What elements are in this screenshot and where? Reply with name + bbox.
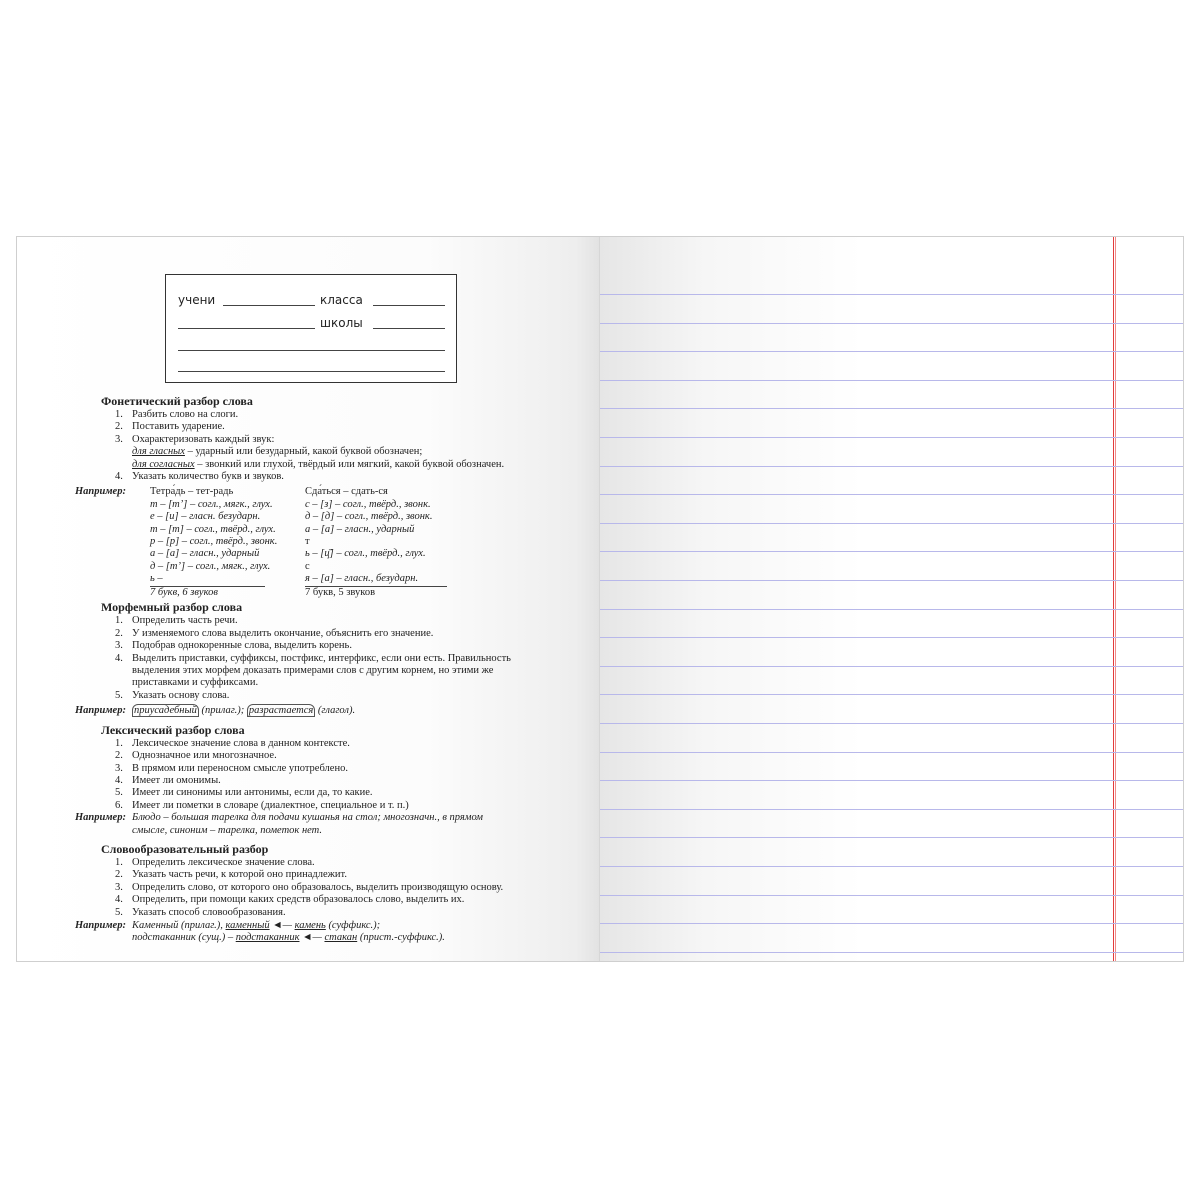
ruled-line — [600, 408, 1183, 409]
list-item: 2. Поставить ударение. — [115, 421, 225, 433]
morph-example: Например: приусадебный (прилаг.); разрастается (глагол). — [75, 705, 356, 717]
list-item: 3. Подобрав однокоренные слова, выделить корень. — [115, 640, 352, 652]
ruled-line — [600, 466, 1183, 467]
ruled-line — [600, 780, 1183, 781]
list-item: 1. Определить часть речи. — [115, 615, 238, 627]
reference-content — [75, 391, 545, 945]
class-line[interactable] — [373, 305, 445, 306]
list-item: 6. Имеет ли пометки в словаре (диалектное, специальное и т. п.) — [115, 799, 409, 811]
list-item-continuation: выделения этих морфем доказать примерами слов с другим корнем, но этими же — [132, 665, 494, 677]
label-school: школы — [320, 316, 363, 330]
ruled-line — [600, 809, 1183, 810]
ruled-line — [600, 952, 1183, 953]
list-item: 1. Определить лексическое значение слова. — [115, 856, 315, 868]
ruled-line — [600, 523, 1183, 524]
morph-title: Морфемный разбор слова — [101, 600, 243, 615]
student-name-line[interactable] — [223, 305, 315, 306]
phonetic-title: Фонетический разбор слова — [101, 394, 253, 408]
name-label-box — [165, 274, 457, 383]
ruled-line — [600, 694, 1183, 695]
ruled-page[interactable] — [600, 237, 1183, 961]
left-page — [17, 237, 599, 961]
example-label: Например: — [75, 486, 126, 498]
blank-line-4[interactable] — [178, 371, 445, 372]
ruled-line — [600, 323, 1183, 324]
ruled-line — [600, 609, 1183, 610]
example-column-1: Тетра́дь – тет-радь т – [т’] – согл., мягк., глух. е – [и] – гласн. безударн. т – [т] – согл., твёрд., глух. р – [р] – согл., твёрд., звонк. а – [а] – гласн., ударный д – [т’] – согл., мягк., глух. ь – 7 букв, 6 звуков — [150, 486, 278, 598]
list-item: 3. В прямом или переносном смысле употреблено. — [115, 762, 348, 774]
list-item: 2. Указать часть речи, к которой оно принадлежит. — [115, 869, 347, 881]
vowel-note: для гласных – ударный или безударный, какой буквой обозначен; — [132, 446, 423, 458]
lexical-example: Например: Блюдо – большая тарелка для подачи кушанья на стол; многозначн., в прямом смысле, синоним – тарелка, пометок нет. — [75, 812, 483, 836]
name-line-2[interactable] — [178, 328, 315, 329]
blank-line-3[interactable] — [178, 350, 445, 351]
list-item: 4. Имеет ли омонимы. — [115, 774, 221, 786]
list-item: 4. Указать количество букв и звуков. — [115, 471, 284, 483]
wordform-title: Словообразовательный разбор — [101, 841, 269, 856]
list-item: 2. Однозначное или многозначное. — [115, 750, 277, 762]
ruled-line — [600, 666, 1183, 667]
list-item: 2. У изменяемого слова выделить окончание, объяснить его значение. — [115, 627, 434, 639]
ruled-line — [600, 380, 1183, 381]
ruled-line — [600, 551, 1183, 552]
list-item: 3. Определить слово, от которого оно образовалось, выделить производящую основу. — [115, 881, 504, 893]
ruled-line — [600, 723, 1183, 724]
arrow-left-icon: ◄— — [269, 919, 295, 931]
ruled-line — [600, 637, 1183, 638]
example-label: Например: — [75, 705, 126, 717]
ruled-line — [600, 866, 1183, 867]
list-item: 4. Выделить приставки, суффиксы, постфикс, интерфикс, если они есть. Правильность — [115, 652, 511, 664]
list-item-continuation: приставками и суффиксами. — [132, 677, 259, 689]
consonant-note: для согласных – звонкий или глухой, твёрдый или мягкий, какой буквой обозначен. — [132, 458, 505, 470]
red-margin-line-shadow — [1115, 237, 1116, 961]
example-column-2: Сда́ться – сдать-ся с – [з] – согл., твёрд., звонк. д – [д] – согл., твёрд., звонк. а – [а] – гласн., ударный т ь – [ц̄] – согл., твёрд., глух. с я – [а] – гласн., безударн. 7 букв, 5 звуков — [305, 486, 447, 599]
list-item: 5. Имеет ли синонимы или антонимы, если да, то какие. — [115, 787, 373, 799]
ruled-line — [600, 895, 1183, 896]
ruled-line — [600, 923, 1183, 924]
ruled-line — [600, 351, 1183, 352]
ruled-line — [600, 837, 1183, 838]
example-label: Например: — [75, 812, 126, 824]
list-item: 4. Определить, при помощи каких средств образовалось слово, выделить их. — [115, 894, 465, 906]
example-label: Например: — [75, 919, 126, 931]
ruled-line — [600, 437, 1183, 438]
label-student: учени — [178, 293, 216, 307]
list-item: 1. Лексическое значение слова в данном контексте. — [115, 737, 350, 749]
lexical-title: Лексический разбор слова — [101, 722, 245, 737]
arrow-left-icon: ◄— — [299, 932, 325, 944]
list-item: 3. Охарактеризовать каждый звук: — [115, 433, 275, 445]
school-line[interactable] — [373, 328, 445, 329]
list-item: 5. Указать способ словообразования. — [115, 906, 286, 918]
label-class: класса — [320, 293, 363, 307]
red-margin-line — [1113, 237, 1114, 961]
ruled-line — [600, 494, 1183, 495]
wordform-example: Например: Каменный (прилаг.), каменный ◄— камень (суффикс.); подстаканник (сущ.) – подстаканник ◄— стакан (прист.-суффикс.). — [75, 919, 445, 944]
phonetic-example — [75, 486, 545, 596]
ruled-line — [600, 752, 1183, 753]
list-item: 5. Указать основу слова. — [115, 689, 230, 701]
list-item: 1. Разбить слово на слоги. — [115, 409, 239, 420]
ruled-line — [600, 580, 1183, 581]
notebook-spread — [16, 236, 1184, 962]
ruled-line — [600, 294, 1183, 295]
